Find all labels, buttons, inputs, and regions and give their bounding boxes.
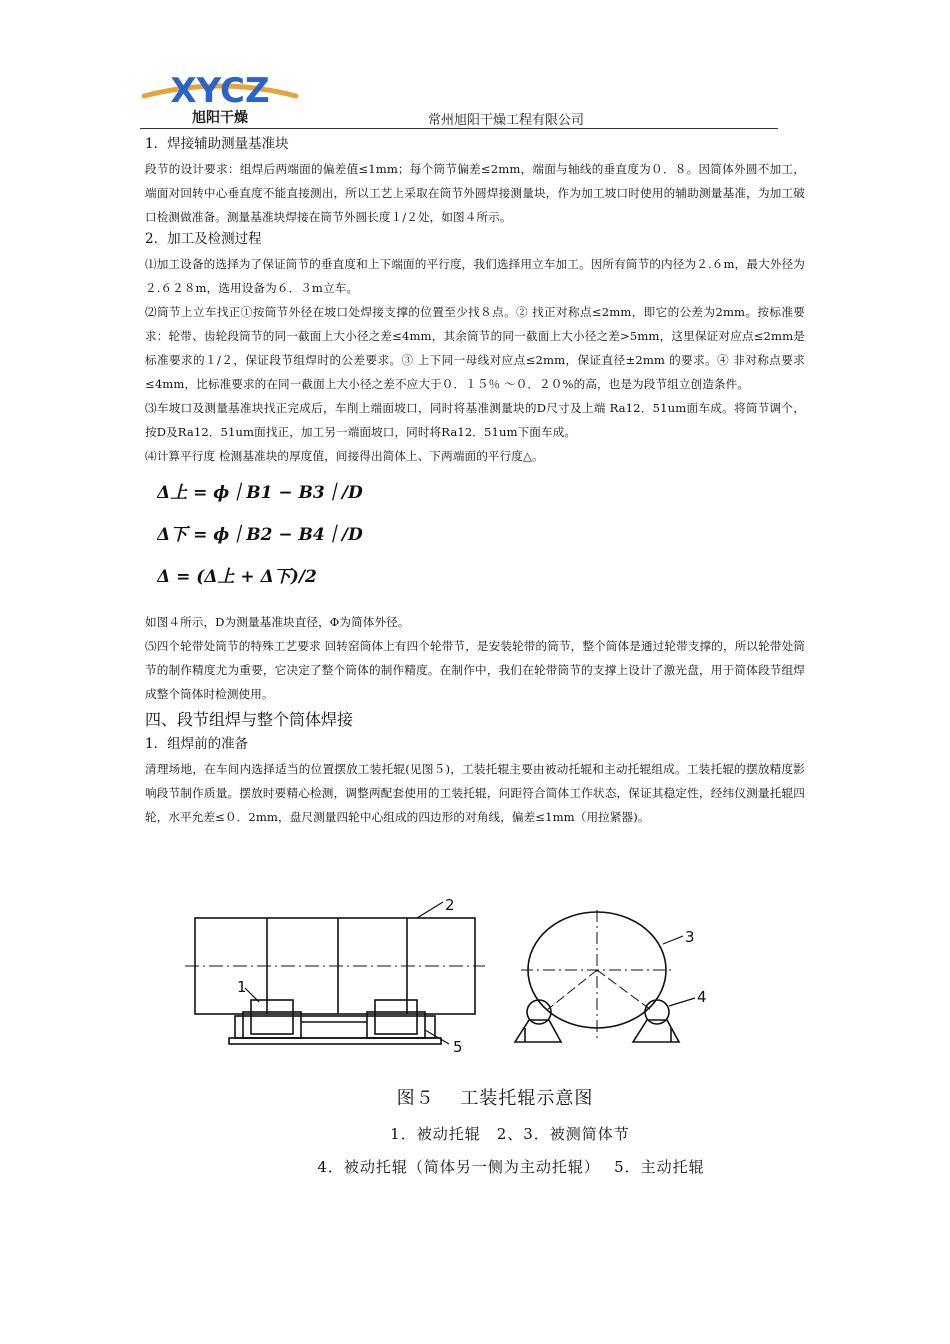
paragraph-groove-turning: ⑶车坡口及测量基准块找正完成后，车削上端面坡口，同时将基准测量块的D尺寸及上端 Ra12．51um面车成。将筒节调个，按D及Ra12．51um面找正，加工另一端面坡口，同时将Ra12．51um下面车成。	[145, 401, 805, 439]
formula-lower: Δ下 = ϕ｜B2 − B4｜/D	[157, 525, 363, 545]
figure-roller-diagram	[185, 892, 720, 1054]
heading-measure-block: 1．焊接辅助测量基准块	[145, 136, 289, 152]
header-divider	[140, 128, 778, 129]
paragraph-figure4-note: 如图４所示，D为测量基准块直径，Φ为简体外径。	[145, 615, 410, 629]
company-logo	[140, 62, 300, 128]
logo-text: XYCZ	[170, 71, 270, 111]
paragraph-equipment-selection: ⑴加工设备的选择为了保证筒节的垂直度和上下端面的平行度，我们选择用立车加工。因所有筒节的内径为２.６m，最大外径为２.６２８m，选用设备为６．３m立车。	[145, 257, 805, 295]
figure-label-2: 2	[445, 896, 455, 914]
formula-upper: Δ上 = ϕ｜B1 − B3｜/D	[157, 483, 363, 503]
figure-caption-line2: 1．被动托辊 2、3．被测简体节	[390, 1125, 630, 1143]
figure-label-4: 4	[697, 988, 707, 1006]
figure-caption-title: 图５ 工装托辊示意图	[396, 1088, 594, 1109]
figure-caption-line3: 4．被动托辊（简体另一侧为主动托辊） 5．主动托辊	[317, 1158, 705, 1176]
paragraph-preparation: 清理场地，在车间内选择适当的位置摆放工装托辊(见图５)，工装托辊主要由被动托辊和主动托辊组成。工装托辊的摆放精度影响段节制作质量。摆放时要精心检测，调整两配套使用的工装托辊，问距符合简体工作状态，保证其稳定性，经纬仪测量托辊四轮，水平允差≤０．2mm，盘尺测量四轮中心组成的四边形的对角线，偏差≤1mm（用拉紧器)。	[145, 762, 805, 824]
heading-preparation: 1．组焊前的准备	[145, 736, 249, 752]
figure-label-5: 5	[453, 1038, 463, 1054]
heading-section-four: 四、段节组焊与整个筒体焊接	[145, 710, 354, 729]
paragraph-alignment: ⑵筒节上立车找正①按筒节外径在坡口处焊接支撑的位置至少找８点。② 找正对称点≤2mm，即它的公差为2mm。按标准要求：轮带、齿轮段筒节的同一截面上大小径之差≤4mm，其余筒节的同一截面上大小径之差>5mm，这里保证对应点≤2mm是标准要求的１/２，保证段节组焊时的公差要求。③ 上下同一母线对应点≤2mm，保证直径±2mm 的要求。④ 非对称点要求≤4mm，比标准要求的在同一截面上大小径之差不应大于０．１５％ ～０．２０%的高，也是为段节组立创造条件。	[145, 305, 805, 391]
company-name: 常州旭阳干燥工程有限公司	[428, 113, 585, 128]
heading-machining-process: 2．加工及检测过程	[145, 231, 262, 247]
document-body	[145, 134, 805, 829]
figure-label-3: 3	[685, 928, 695, 946]
logo-subtitle: 旭阳干燥	[192, 110, 248, 126]
paragraph-parallelism: ⑷计算平行度 检测基准块的厚度值，间接得出简体上、下两端面的平行度△。	[145, 449, 544, 463]
paragraph-design-requirements: 段节的设计要求：组焊后两端面的偏差值≤1mm；每个筒节偏差≤2mm，端面与轴线的垂直度为０．８。因简体外圆不加工，端面对回转中心垂直度不能直接测出，所以工艺上采取在筒节外圆焊接测量块，作为加工坡口时使用的辅助测量基准，为加工破口检测做准备。测量基准块焊接在筒节外圆长度１/２处，如图４所示。	[145, 162, 805, 224]
paragraph-tire-sections: ⑸四个轮带处筒节的特殊工艺要求 回转窑筒体上有四个轮带节，是安装轮带的筒节，整个筒体是通过轮带支撑的，所以轮带处筒节的制作精度尤为重要，它决定了整个筒体的制作精度。在制作中，我们在轮带筒节的支撑上设计了激光盘，用于简体段节组焊成整个筒体时检测使用。	[145, 639, 805, 701]
formula-block	[157, 474, 457, 600]
formula-average: Δ = (Δ上 + Δ下)/2	[157, 567, 317, 587]
figure-label-1: 1	[237, 978, 247, 996]
